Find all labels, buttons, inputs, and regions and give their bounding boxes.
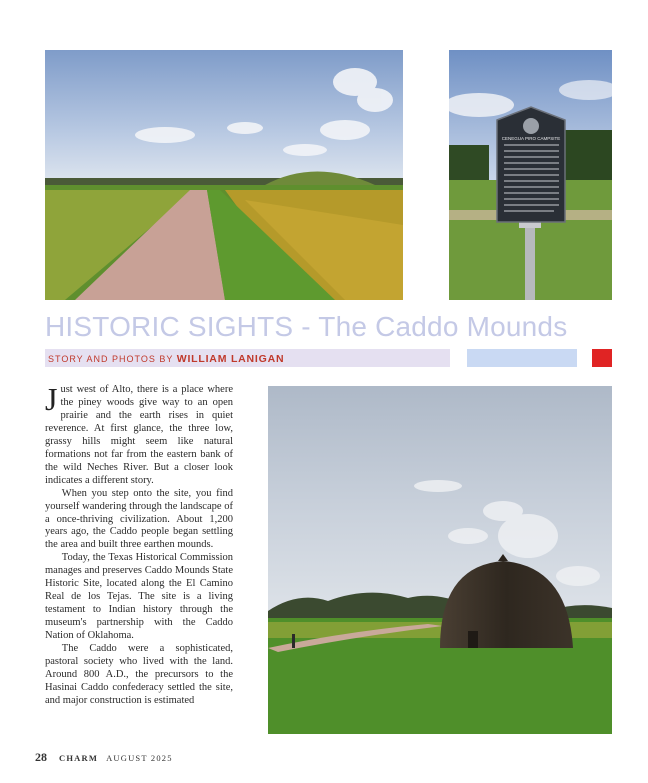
magazine-name: CHARM <box>59 753 99 763</box>
article-paragraph: When you step onto the site, you find yourself wandering through the landscape of a once-thriving civilization. About 1,200 years ago, the Caddo people began settling the area and built three earthen mounds. <box>45 487 233 551</box>
decorative-blue-block <box>467 349 577 367</box>
page-footer <box>35 749 173 765</box>
byline-author: WILLIAM LANIGAN <box>176 353 285 365</box>
issue-date: AUGUST 2025 <box>106 753 173 763</box>
drop-cap: J <box>45 384 58 417</box>
marker-sign-title: CENEGUA PIRO CAMPSITE <box>501 136 561 141</box>
page-number: 28 <box>35 750 47 764</box>
byline-prefix: STORY AND PHOTOS BY <box>48 354 174 364</box>
photo-mound-road <box>45 50 403 300</box>
decorative-red-block <box>592 349 612 367</box>
photo-grass-house <box>268 386 612 734</box>
article-paragraph: Just west of Alto, there is a place where the piney woods give way to an open prairie and the earth rises in quiet reverence. At first glance, the three low, grassy hills might seem like natural formations not far from the eastern bank of the wild Neches River. But a closer look indicates a different story. <box>45 384 233 486</box>
article-paragraph: The Caddo were a sophisticated, pastoral society who lived with the land. Around 800 A.D., the precursors to the Hasinai Caddo confederacy settled the site, and major construction is estimated <box>45 643 233 706</box>
page-title: HISTORIC SIGHTS - The Caddo Mounds <box>45 311 568 342</box>
article-paragraph: Today, the Texas Historical Commission manages and preserves Caddo Mounds State Historic Site, located along the El Camino Real de los Tejas. The site is a living testament to Indian history through the museum's partnership with the Caddo Nation of Oklahoma. <box>45 552 233 642</box>
byline <box>48 351 284 367</box>
photo-historical-marker <box>449 50 612 300</box>
article-body <box>45 384 233 736</box>
